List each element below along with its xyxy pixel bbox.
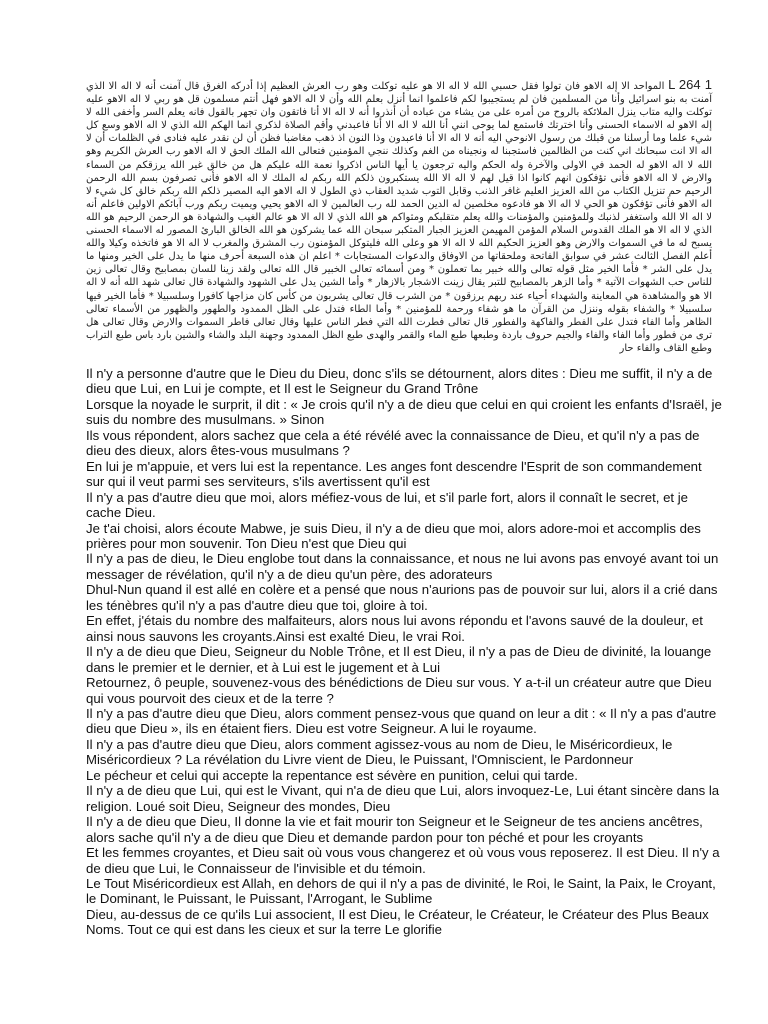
translation-paragraph: Je t'ai choisi, alors écoute Mabwe, je suis Dieu, il n'y a de dieu que moi, alors adore-moi et accomplis des prières pour mon souvenir. Ton Dieu n'est que Dieu qui — [86, 520, 701, 551]
translation-paragraph: En effet, j'étais du nombre des malfaiteurs, alors nous lui avons répondu et l'avons sauvé de la douleur, et ainsi nous sauvons les croyants.Ainsi est exalté Dieu, le vrai Roi. — [86, 613, 703, 644]
arabic-paragraph: المواحد الا إله الاهو فان تولوا فقل حسبي الله لا اله الا هو عليه توكلت وهو رب العرش العظيم إذا أدركه الغرق قال آمنت أنه لا اله الا الذي آمنت به بنو اسرائيل وأنا من المسلمين فان لم يستجيبوا لكم فاعلموا انما أنزل بعلم الله وأن لا اله الاهو فهل أنتم مسلمون قل هو ربي لا اله الاهو عليه توكلت واليه متاب ينزل الملائكة بالروح من أمره على من يشاء من عباده أن أنذروا أنه لا اله الا أنا فاتقون وان تجهر بالقول فانه يعلم السر وأخفى الله لا إله الاهو له الاسماء الحسنى وأنا اخترتك فاستمع لما يوحى انني أنا الله لا اله الا أنا فاعبدني وأقم الصلاة لذكري انما الهكم الله الذي لا اله الاهو وسع كل شيء علما وما أرسلنا من قبلك من رسول الانوحي اليه أنه لا اله الا أنا فاعبدون وذا النون اذ ذهب مغاضبا فظن أن لن نقدر عليه فنادى في الظلمات أن لا اله الا انت سبحانك اني كنت من الظالمين فاستجبنا له ونجيناه من الغم وكذلك ننجي المؤمنين فتعالى الله الملك الحق لا اله الاهو رب العرش الكريم وهو الله لا اله الاهو له الحمد في الاولى والآخرة وله الحكم واليه ترجعون يا أيها الناس اذكروا نعمة الله عليكم هل من خالق غير الله يرزقكم من السماء والارض لا اله الاهو فأنى تؤفكون انهم كانوا اذا قيل لهم لا اله الا الله يستكبرون ذلكم الله ربكم له الملك لا اله الاهو فأنى تصرفون بسم الله الرحمن الرحيم حم تنزيل الكتاب من الله العزيز العليم غافر الذنب وقابل التوب شديد العقاب ذي الطول لا اله الاهو اليه المصير ذلكم الله ربكم خالق كل شيء لا اله الاهو فأنى تؤفكون هو الحي لا اله الا هو فادعوه مخلصين له الدين الحمد لله رب العالمين لا اله الاهو يحيي ويميت ربكم ورب آبائكم الاولين فاعلم أنه لا اله الا الله واستغفر لذنبك وللمؤمنين والمؤمنات والله يعلم متقلبكم ومثواكم هو الله الذي لا اله الا هو عالم الغيب والشهادة هو الرحمن الرحيم هو الله الذي لا اله الا هو الملك القدوس السلام المؤمن المهيمن العزيز الجبار المتكبر سبحان الله عما يشركون هو الله الخالق البارئ المصور له الاسماء الحسنى يسبح له ما في السموات والارض وهو العزيز الحكيم الله لا اله الا هو وعلى الله فليتوكل المؤمنون رب المشرق والمغرب لا اله الا هو فاتخذه وكيلا والله أعلم الفصل الثالث عشر في سوابق الفاتحة وملحقاتها من الاوفاق والدعوات المستجابات * اعلم ان هذه السبعة أحرف منها ما يدل على الخير ومنها ما يدل على الشر * فأما الخير مثل قوله تعالى والله خبير بما تعملون * ومن أسمائه تعالى الخبير قال الله تعالى ولقد زينا للسان بمصابيح وقال تعالى زين للناس حب الشهوات الآتية * وأما الزهر بالمصابيح للتبر يقال زينت الاشجار بالازهار * وأما الشين يدل على الشهود والشهادة قال تعالى شهد الله أنه لا اله الا هو والمشاهدة هي المعاينة والشهداء أحياء عند ربهم يرزقون * من الشرب قال تعالى يشربون من كأس كان مزاجها كافورا وسلسبيلا * فأما الخير فيها سلسبيلا * والشفاء بقوله وننزل من القرآن ما هو شفاء ورحمة للمؤمنين * وأما الطاء فتدل على الظل الممدود والطهور والظهور من الأسماء تعالى الظاهر وأما الفاء فتدل على الفطر والفاكهة والفطور قال تعالى فطرت الله التي فطر الناس عليها وقال تعالى فاطر السموات والارض وقال تعالى هل ترى من فطور وأما الفاء والفاء والجيم حروف باردة وطبعها طبع الماء والقمر والهدى طبع الظل الممدود وجهنة البلد والشاء والشين بارد باس طبع التراب وطبع القاف والفاء حار — [86, 81, 712, 354]
translation-paragraph: Le Tout Miséricordieux est Allah, en dehors de qui il n'y a pas de divinité, le Roi, le Saint, la Paix, le Croyant, le Dominant, le Puissant, le Puissant, l'Arrogant, le Sublime — [86, 875, 716, 907]
translation-paragraph: Dieu, au-dessus de ce qu'ils Lui associent, Il est Dieu, le Créateur, le Créateur, le Créateur des Plus Beaux Noms. Tout ce qui est dans les cieux et sur la terre Le glorifie — [86, 906, 709, 938]
translation-paragraph: Il n'y a de dieu que Dieu, Il donne la vie et fait mourir ton Seigneur et le Seigneur de tes anciens ancêtres, alors sache qu'il n'y a de dieu que Dieu et demande pardon pour ton péché et pour les croyants — [86, 814, 703, 845]
translation-paragraph: Lorsque la noyade le surprit, il dit : « Je crois qu'il n'y a de dieu que celui en qui croient les enfants d'Israël, je suis du nombre des musulmans. » Sinon — [86, 396, 722, 428]
translation-paragraph: Il n'y a pas de dieu, le Dieu englobe tout dans la connaissance, et nous ne lui avons pas envoyé avant toi un messager de révélation, qu'il n'y a de dieu qu'un père, des adorateurs — [86, 551, 719, 582]
arabic-text-block — [86, 78, 712, 355]
translation-paragraph: En lui je m'appuie, et vers lui est la repentance. Les anges font descendre l'Esprit de son commandement sur qui il veut parmi ses serviteurs, s'ils avertissent qu'il est — [86, 458, 702, 490]
translation-paragraph: Il n'y a de dieu que Lui, qui est le Vivant, qui n'a de dieu que Lui, alors invoquez-Le, Lui étant sincère dans la religion. Loué soit Dieu, Seigneur des mondes, Dieu — [86, 783, 720, 814]
translation-paragraph: Retournez, ô peuple, souvenez-vous des bénédictions de Dieu sur vous. Y a-t-il un créateur autre que Dieu qui vous pourvoit des cieux et de la terre ? — [86, 675, 712, 706]
translation-paragraph: Il n'y a de dieu que Dieu, Seigneur du Noble Trône, et Il est Dieu, il n'y a pas de Dieu de divinité, la louange dans le premier et le dernier, et à Lui est le jugement et à Lui — [86, 644, 712, 675]
translation-paragraph: Dhul-Nun quand il est allé en colère et a pensé que nous n'aurions pas de pouvoir sur lui, alors il a crié dans les ténèbres qu'il n'y a pas d'autre dieu que toi, gloire à toi. — [86, 582, 718, 613]
translation-paragraph: Il n'y a pas d'autre dieu que Dieu, alors comment pensez-vous que quand on leur a dit : « Il n'y a pas d'autre dieu que Dieu », ils en étaient fiers. Dieu est votre Seigneur. A lui le royaume. — [86, 705, 717, 737]
translation-paragraph: Ils vous répondent, alors sachez que cela a été révélé avec la connaissance de Dieu, et qu'il n'y a pas de dieu des dieux, alors êtes-vous musulmans ? — [86, 427, 700, 459]
translation-paragraph: Et les femmes croyantes, et Dieu sait où vous vous changerez et où vous vous reposerez. Il est Dieu. Il n'y a de dieu que Lui, le Connaisseur de l'invisible et du témoin. — [86, 845, 720, 876]
french-translation-block — [86, 366, 722, 938]
translation-paragraph: Le pécheur et celui qui accepte la repentance est sévère en punition, celui qui tarde. — [86, 767, 578, 783]
translation-paragraph: Il n'y a pas d'autre dieu que Dieu, alors comment agissez-vous au nom de Dieu, le Miséricordieux, le Miséricordieux ? La révélation du Livre vient de Dieu, le Puissant, l'Omniscient, le Pardonneur — [86, 736, 673, 768]
page-reference: L 264 1 — [668, 77, 712, 92]
translation-paragraph: Il n'y a pas d'autre dieu que moi, alors méfiez-vous de lui, et s'il parle fort, alors il connaît le secret, et je cache Dieu. — [86, 489, 689, 521]
translation-paragraph: Il n'y a personne d'autre que le Dieu du Dieu, donc s'ils se détournent, alors dites : Dieu me suffit, il n'y a de dieu que Lui, en Lui je compte, et Il est le Seigneur du Grand Trône — [86, 366, 713, 397]
